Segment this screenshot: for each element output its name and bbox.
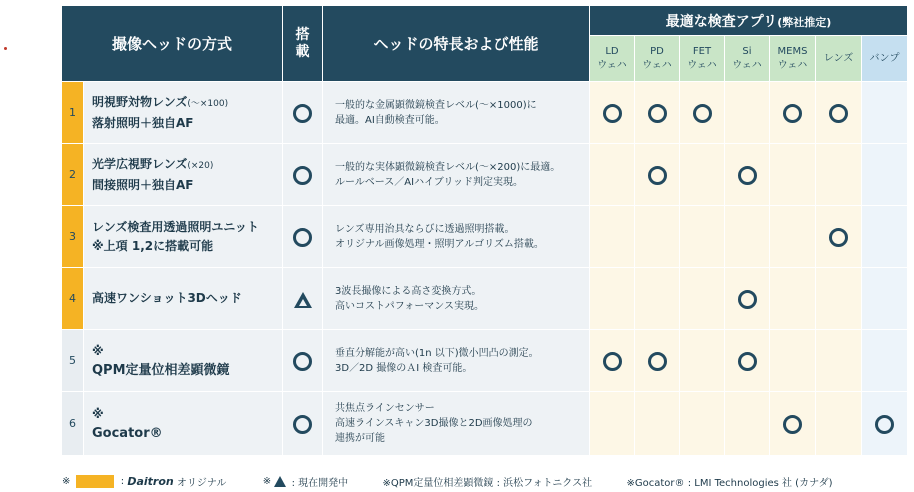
head-name-line1: レンズ検査用透過照明ユニット [92, 219, 259, 234]
app-cell [862, 330, 908, 392]
row-number: 3 [62, 206, 84, 268]
app-header-2 [680, 36, 725, 82]
app-cell [635, 206, 680, 268]
footer-mark2: ※ [262, 476, 272, 487]
feature-line: 3D／2D 撮像のＡI 検査可能。 [335, 362, 473, 374]
circle-icon [738, 352, 757, 371]
app-cell [816, 392, 862, 456]
app-cell [770, 392, 816, 456]
feature-line: 高速ラインスキャン3D撮像と2D画像処理の [335, 418, 533, 429]
footer-dev-label: : 現在開発中 [291, 478, 349, 489]
app-cell [725, 144, 770, 206]
app-cell [590, 268, 635, 330]
header-apps-title: 最適な検査アプリ [665, 13, 778, 30]
head-name-line2: ※上項 1,2に搭載可能 [92, 238, 214, 253]
app-cell [770, 206, 816, 268]
circle-icon [783, 104, 802, 123]
head-features [323, 206, 590, 268]
circle-icon [293, 228, 312, 247]
load-status [283, 144, 323, 206]
circle-icon [829, 104, 848, 123]
feature-line: 最適。AI自動検査可能。 [335, 114, 445, 126]
circle-icon [648, 166, 667, 185]
head-name-line2: 落射照明＋独自AF [92, 115, 194, 130]
app-header-6 [862, 36, 908, 82]
app-header-line1: バンプ [869, 52, 900, 64]
app-cell [590, 82, 635, 144]
app-cell [862, 268, 908, 330]
app-header-line1: レンズ [823, 52, 854, 64]
head-name [84, 206, 283, 268]
app-header-3 [725, 36, 770, 82]
table-row [62, 82, 908, 144]
head-features [323, 268, 590, 330]
feature-line: 共焦点ラインセンサー [335, 403, 435, 414]
feature-line: レンズ専用治具ならびに透過照明搭載。 [335, 223, 515, 235]
head-name-line1: ※ [92, 406, 104, 421]
head-name [84, 330, 283, 392]
head-name-line2: QPM定量位相差顕微鏡 [92, 362, 230, 378]
app-cell [680, 144, 725, 206]
header-apps [590, 6, 908, 36]
app-cell [862, 82, 908, 144]
app-cell [680, 392, 725, 456]
app-cell [725, 206, 770, 268]
feature-line: 一般的な金属顕微鏡検査レベル(～×1000)に [335, 99, 537, 111]
app-header-line2: ウェハ [642, 59, 672, 71]
table-row [62, 268, 908, 330]
app-cell [590, 206, 635, 268]
app-cell [680, 330, 725, 392]
app-cell [590, 144, 635, 206]
bullet-marker [4, 47, 7, 50]
circle-icon [829, 228, 848, 247]
circle-icon [738, 166, 757, 185]
app-header-line2: ウェハ [732, 59, 762, 71]
head-features [323, 82, 590, 144]
circle-icon [293, 352, 312, 371]
footer-notes: ※ : Daitron オリジナル ※ : 現在開発中 ※QPM定量位相差顕微鏡 : 浜松フォトニクス社 ※Gocator® : LMI Technologies 社 (カナダ) [62, 475, 833, 489]
head-name-line1: 高速ワンショット3Dヘッド [92, 291, 242, 305]
circle-icon [783, 415, 802, 434]
footer-gocator-note: ※Gocator® : LMI Technologies 社 (カナダ) [626, 478, 833, 489]
app-header-1 [635, 36, 680, 82]
circle-icon [293, 166, 312, 185]
circle-icon [875, 415, 894, 434]
app-cell [816, 268, 862, 330]
app-header-line1: MEMS [777, 45, 808, 57]
app-cell [725, 268, 770, 330]
feature-line: 高いコストパフォーマンス実現。 [335, 300, 484, 312]
app-header-line2: ウェハ [597, 59, 627, 71]
feature-line: 一般的な実体顕微鏡検査レベル(～×200)に最適。 [335, 161, 561, 173]
app-header-line2: ウェハ [777, 59, 808, 71]
header-load-line2: 載 [295, 43, 310, 60]
app-cell [816, 206, 862, 268]
spec-table [61, 5, 908, 456]
head-name-line2: Gocator® [92, 425, 163, 441]
header-method: 撮像ヘッドの方式 [62, 6, 283, 82]
app-cell [816, 82, 862, 144]
circle-icon [738, 290, 757, 309]
row-number: 5 [62, 330, 84, 392]
head-name-line1: ※ [92, 343, 104, 358]
app-cell [816, 330, 862, 392]
header-features: ヘッドの特長および性能 [323, 6, 590, 82]
circle-icon [648, 352, 667, 371]
app-header-5 [816, 36, 862, 82]
app-cell [862, 206, 908, 268]
head-name [84, 268, 283, 330]
header-load-line1: 搭 [295, 26, 310, 43]
head-features [323, 330, 590, 392]
head-name [84, 392, 283, 456]
app-cell [680, 268, 725, 330]
feature-line: 3波長撮像による高さ変換方式。 [335, 285, 482, 297]
app-cell [862, 144, 908, 206]
app-header-4 [770, 36, 816, 82]
app-cell [725, 330, 770, 392]
circle-icon [293, 415, 312, 434]
load-status [283, 268, 323, 330]
original-color-swatch [76, 475, 114, 488]
app-header-line1: LD [605, 45, 619, 57]
row-number: 6 [62, 392, 84, 456]
row-number: 1 [62, 82, 84, 144]
circle-icon [603, 352, 622, 371]
head-name-magnification: (×20) [187, 160, 214, 171]
head-features [323, 392, 590, 456]
app-cell [770, 268, 816, 330]
load-status [283, 392, 323, 456]
table-row [62, 392, 908, 456]
app-cell [635, 268, 680, 330]
circle-icon [648, 104, 667, 123]
app-cell [635, 82, 680, 144]
triangle-icon [294, 292, 312, 308]
app-cell [816, 144, 862, 206]
app-header-0 [590, 36, 635, 82]
feature-line: 連携が可能 [335, 433, 385, 444]
footer-orig-label: オリジナル [176, 478, 227, 489]
daitron-logo: Daitron [127, 475, 174, 488]
head-name-line1: 明視野対物レンズ [92, 94, 188, 109]
app-cell [770, 144, 816, 206]
head-name-line2: 間接照明＋独自AF [92, 177, 194, 192]
app-cell [590, 330, 635, 392]
load-status [283, 206, 323, 268]
header-apps-note: (弊社推定) [777, 15, 832, 29]
footer-qpm-note: ※QPM定量位相差顕微鏡 : 浜松フォトニクス社 [382, 478, 593, 489]
row-number: 4 [62, 268, 84, 330]
load-status [283, 330, 323, 392]
head-name-line1: 光学広視野レンズ [92, 156, 188, 171]
app-header-line1: FET [692, 45, 712, 57]
app-header-line1: PD [650, 45, 664, 57]
head-name-magnification: (～×100) [187, 98, 229, 109]
app-cell [635, 392, 680, 456]
table-row [62, 330, 908, 392]
header-load [283, 6, 323, 82]
circle-icon [293, 104, 312, 123]
app-cell [862, 392, 908, 456]
app-cell [725, 392, 770, 456]
feature-line: ルールベース／AIハイブリッド判定実現。 [335, 176, 523, 188]
table-row [62, 206, 908, 268]
row-number: 2 [62, 144, 84, 206]
table-row [62, 144, 908, 206]
app-cell [680, 82, 725, 144]
triangle-icon [274, 476, 286, 487]
load-status [283, 82, 323, 144]
head-name [84, 82, 283, 144]
circle-icon [693, 104, 712, 123]
app-cell [590, 392, 635, 456]
footer-mark1: ※ [62, 476, 71, 487]
feature-line: オリジナル画像処理・照明アルゴリズム搭載。 [335, 238, 544, 250]
app-cell [770, 330, 816, 392]
feature-line: 垂直分解能が高い(1n 以下)微小凹凸の測定。 [335, 347, 539, 359]
app-cell [635, 330, 680, 392]
app-cell [635, 144, 680, 206]
app-cell [680, 206, 725, 268]
head-features [323, 144, 590, 206]
app-header-line1: Si [742, 45, 752, 57]
head-name [84, 144, 283, 206]
circle-icon [603, 104, 622, 123]
app-header-line2: ウェハ [687, 59, 717, 71]
app-cell [770, 82, 816, 144]
app-cell [725, 82, 770, 144]
